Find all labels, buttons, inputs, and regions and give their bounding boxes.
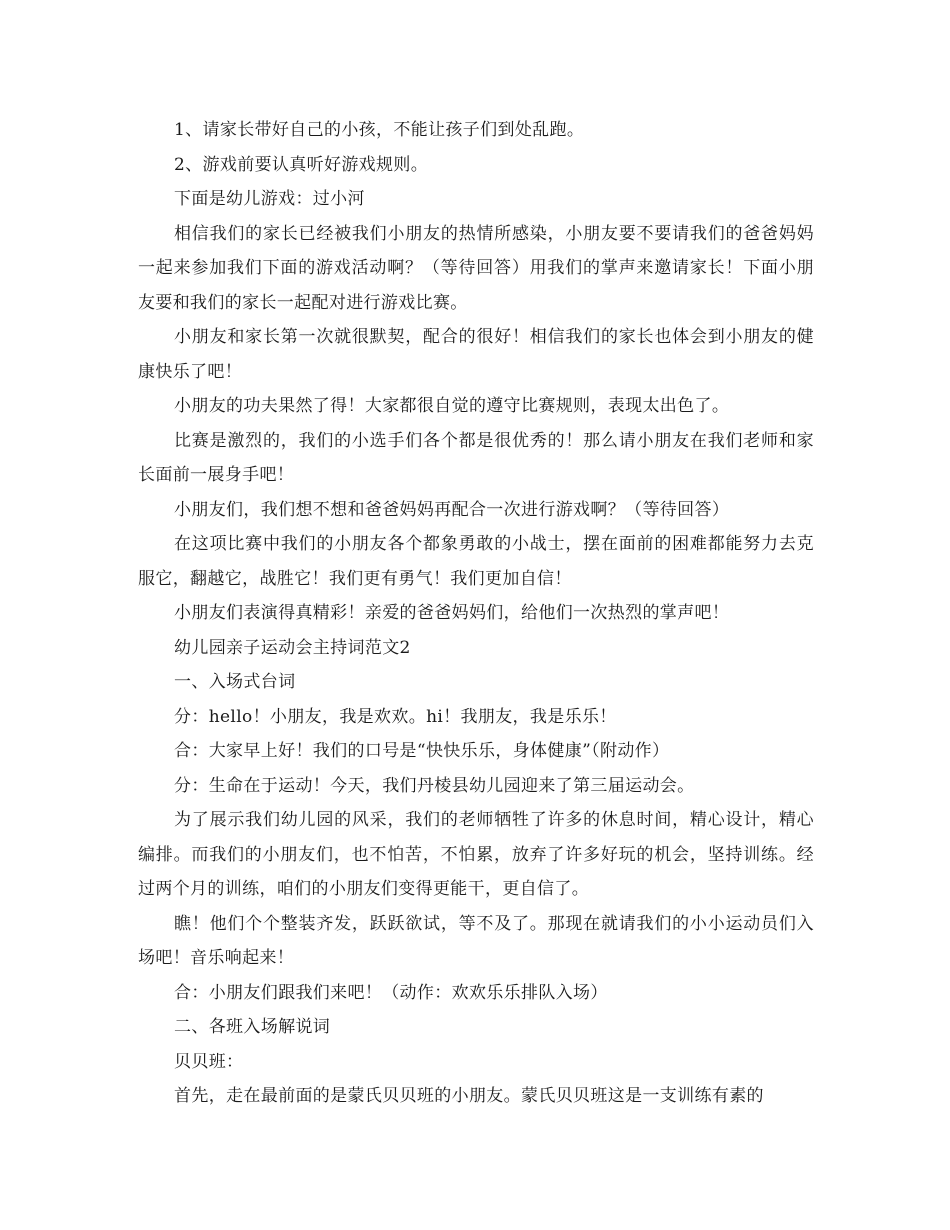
section-heading: 幼儿园亲子运动会主持词范文2 xyxy=(174,637,411,658)
paragraph: 小朋友和家长第一次就很默契，配合的很好！相信我们的家长也体会到小朋友的健康快乐了吧！ xyxy=(138,327,814,382)
section-heading: 二、各班入场解说词 xyxy=(174,1017,331,1037)
paragraph: 合：小朋友们跟我们来吧！（动作：欢欢乐乐排队入场） xyxy=(174,982,608,1003)
paragraph: 分：生命在于运动！今天，我们丹棱县幼儿园迎来了第三届运动会。 xyxy=(174,775,695,796)
paragraph: 首先，走在最前面的是蒙氏贝贝班的小朋友。蒙氏贝贝班这是一支训练有素的 xyxy=(174,1086,764,1106)
document-page xyxy=(138,113,814,1114)
paragraph: 小朋友们表演得真精彩！亲爱的爸爸妈妈们，给他们一次热烈的掌声吧！ xyxy=(174,603,730,623)
paragraph: 分：hello！小朋友，我是欢欢。hi！我朋友，我是乐乐！ xyxy=(174,706,617,727)
paragraph: 合：大家早上好！我们的口号是“快快乐乐，身体健康”（附动作） xyxy=(174,741,670,761)
paragraph: 比赛是激烈的，我们的小选手们各个都是很优秀的！那么请小朋友在我们老师和家长面前一展身手吧！ xyxy=(138,430,814,485)
paragraph: 相信我们的家长已经被我们小朋友的热情所感染，小朋友要不要请我们的爸爸妈妈一起来参加我们下面的游戏活动啊？（等待回答）用我们的掌声来邀请家长！下面小朋友要和我们的家长一起配对进行游戏比赛。 xyxy=(138,223,814,313)
paragraph: 瞧！他们个个整装齐发，跃跃欲试，等不及了。那现在就请我们的小小运动员们入场吧！音乐响起来！ xyxy=(138,913,814,968)
paragraph: 为了展示我们幼儿园的风采，我们的老师牺牲了许多的休息时间，精心设计，精心编排。而我们的小朋友们，也不怕苦，不怕累，放弃了许多好玩的机会，坚持训练。经过两个月的训练，咱们的小朋友们变得更能干，更自信了。 xyxy=(138,810,814,899)
paragraph: 1、请家长带好自己的小孩，不能让孩子们到处乱跑。 xyxy=(174,120,585,140)
paragraph: 2、游戏前要认真听好游戏规则。 xyxy=(174,154,429,175)
paragraph: 下面是幼儿游戏：过小河 xyxy=(174,189,365,209)
paragraph: 小朋友的功夫果然了得！大家都很自觉的遵守比赛规则，表现太出色了。 xyxy=(174,396,730,416)
section-heading: 一、入场式台词 xyxy=(174,672,296,692)
paragraph: 小朋友们，我们想不想和爸爸妈妈再配合一次进行游戏啊？（等待回答） xyxy=(174,499,730,520)
paragraph: 贝贝班： xyxy=(174,1051,244,1072)
paragraph: 在这项比赛中我们的小朋友各个都象勇敢的小战士，摆在面前的困难都能努力去克服它，翻越它，战胜它！我们更有勇气！我们更加自信！ xyxy=(138,534,814,589)
